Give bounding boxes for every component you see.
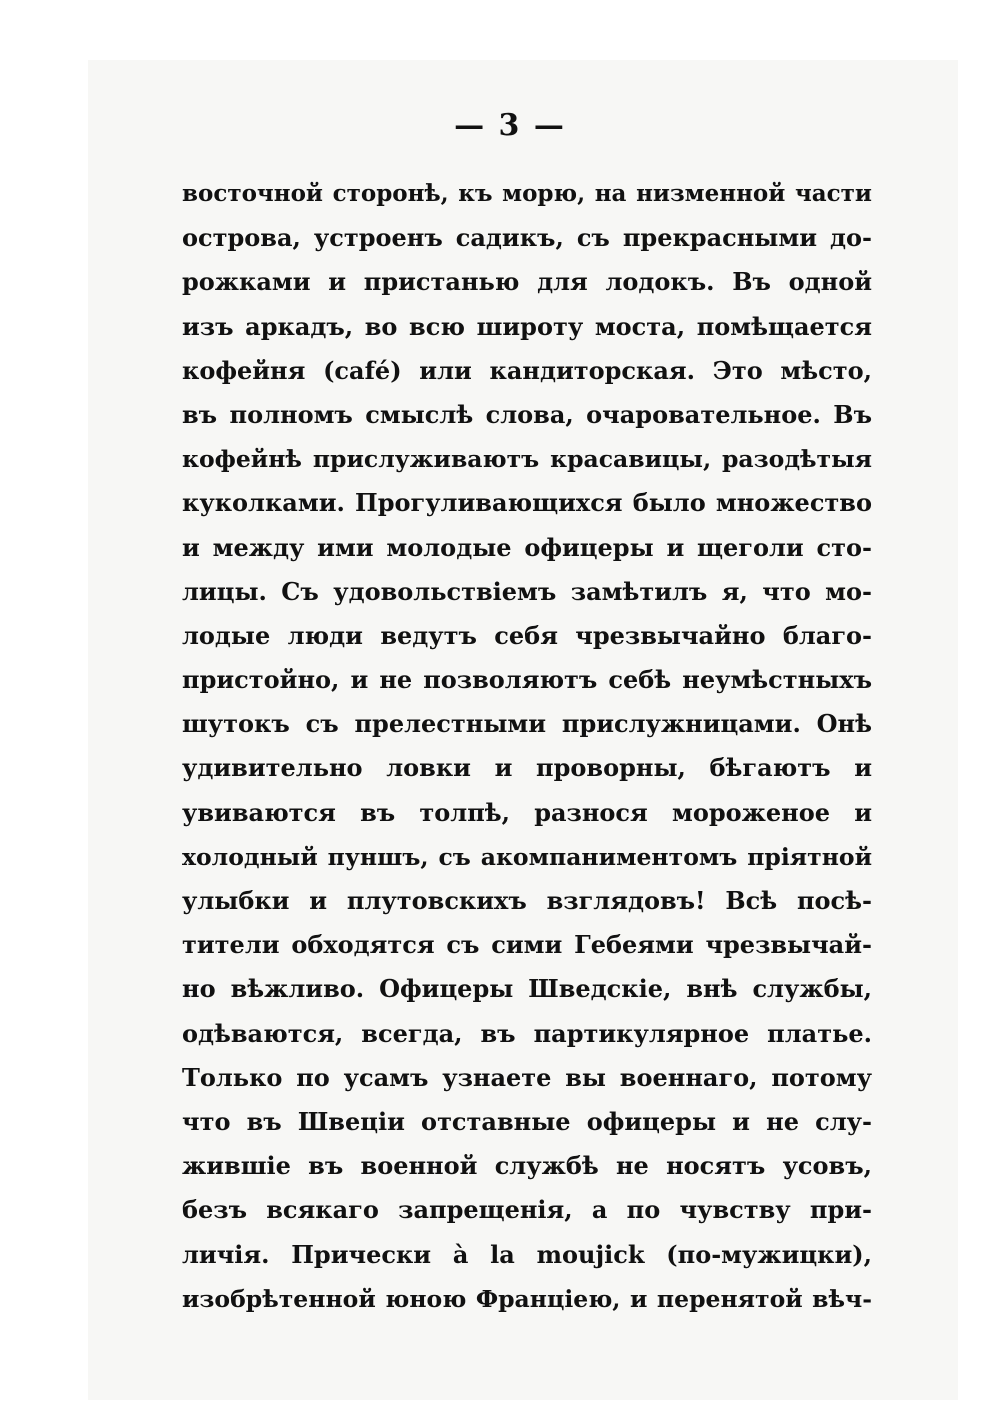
text-line: кофейнѣ прислуживаютъ красавицы, разодѣтыя bbox=[182, 445, 872, 474]
text-line: въ полномъ смыслѣ слова, очаровательное. Въ bbox=[182, 399, 872, 429]
body-text bbox=[182, 172, 872, 1321]
text-line: что въ Швеціи отставные офицеры и не слу- bbox=[182, 1106, 872, 1136]
text-line: изъ аркадъ, во всю широту моста, помѣщается bbox=[182, 311, 872, 341]
text-line: пристойно, и не позволяютъ себѣ неумѣстныхъ bbox=[182, 665, 872, 695]
text-line: куколками. Прогуливающихся было множество bbox=[182, 488, 872, 518]
text-line: шутокъ съ прелестными прислужницами. Онѣ bbox=[182, 709, 872, 739]
text-line: Только по усамъ узнаете вы военнаго, потому bbox=[182, 1062, 872, 1092]
text-line: и между ими молодые офицеры и щеголи сто- bbox=[182, 532, 872, 562]
page-number: — 3 — bbox=[454, 108, 566, 143]
text-line: безъ всякаго запрещенія, а по чувству при- bbox=[182, 1195, 872, 1225]
text-line: острова, устроенъ садикъ, съ прекрасными до- bbox=[182, 223, 872, 253]
text-line: но вѣжливо. Офицеры Шведскіе, внѣ службы, bbox=[182, 974, 872, 1004]
text-line: рожками и пристанью для лодокъ. Въ одной bbox=[182, 267, 872, 297]
text-line: жившіе въ военной службѣ не носятъ усовъ, bbox=[182, 1151, 872, 1181]
text-line: тители обходятся съ сими Гебеями чрезвычай- bbox=[182, 930, 872, 960]
text-line: восточной сторонѣ, къ морю, на низменной части bbox=[182, 180, 872, 207]
text-line: улыбки и плутовскихъ взглядовъ! Всѣ посѣ- bbox=[182, 886, 872, 915]
text-line: кофейня (café) или кандиторская. Это мѣсто, bbox=[182, 355, 872, 385]
text-line: личія. Прически à la moujick (по-мужицки), bbox=[182, 1239, 872, 1269]
text-line: одѣваются, всегда, въ партикулярное платье. bbox=[182, 1018, 872, 1048]
text-line: удивительно ловки и проворны, бѣгаютъ и bbox=[182, 753, 872, 783]
text-line: лицы. Съ удовольствіемъ замѣтилъ я, что мо- bbox=[182, 576, 872, 606]
text-line: увиваются въ толпѣ, разнося мороженое и bbox=[182, 797, 872, 827]
text-line: лодые люди ведутъ себя чрезвычайно благо- bbox=[182, 620, 872, 650]
text-line: изобрѣтенной юною Франціею, и перенятой вѣч- bbox=[182, 1284, 872, 1313]
text-line: холодный пуншъ, съ акомпаниментомъ пріятной bbox=[182, 842, 872, 871]
